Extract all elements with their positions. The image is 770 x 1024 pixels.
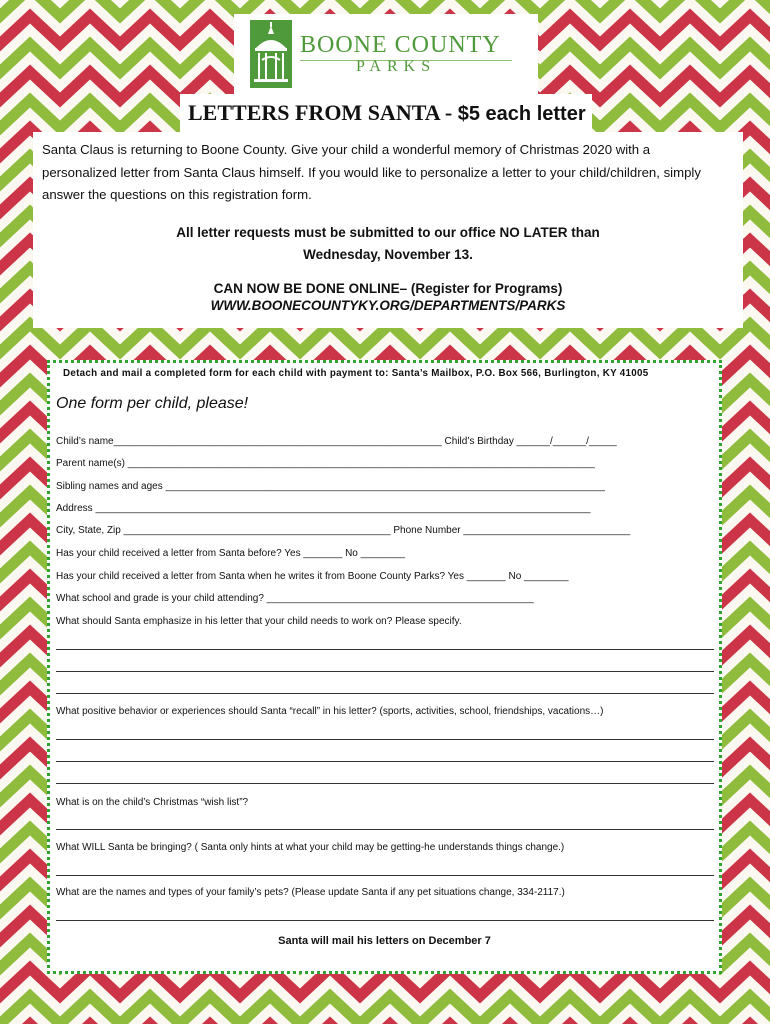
answer-line[interactable] — [56, 671, 714, 672]
answer-line[interactable] — [56, 829, 714, 830]
logo-name: BOONE COUNTY — [300, 32, 501, 58]
answer-line[interactable] — [56, 761, 714, 762]
registration-form — [47, 360, 722, 974]
bringing-question: What WILL Santa be bringing? ( Santa only hints at what your child may be getting-he understands things change.) — [56, 842, 565, 853]
deadline-notice — [33, 222, 743, 266]
intro-paragraph: Santa Claus is returning to Boone County. Give your child a wonderful memory of Christmas 2020 with a personalized letter from Santa Claus himself. If you would like to personalize a letter to your child/children, simply answer the questions on this registration form. — [42, 142, 701, 202]
mailing-instructions: Detach and mail a completed form for each child with payment to: Santa’s Mailbox, P.O. Box 566, Burlington, KY 41005 — [63, 368, 649, 379]
form-subtitle: One form per child, please! — [56, 395, 249, 412]
online-notice — [33, 280, 743, 314]
wish-list-question: What is on the child’s Christmas “wish list”? — [56, 797, 249, 808]
closing-note: Santa will mail his letters on December 7 — [278, 935, 491, 947]
address-field[interactable]: Address _________________________________________________________________________________________ — [56, 503, 591, 514]
page-title — [188, 100, 586, 126]
chevron-stripe — [0, 996, 770, 1024]
prior-letter-question[interactable]: Has your child received a letter from Santa before? Yes _______ No ________ — [56, 548, 406, 559]
answer-line[interactable] — [56, 920, 714, 921]
pets-question: What are the names and types of your family’s pets? (Please update Santa if any pet situations change, 334-2117.) — [56, 887, 565, 898]
answer-line[interactable] — [56, 875, 714, 876]
title-price: $5 each letter — [457, 103, 586, 125]
logo-parks: PARKS — [356, 58, 437, 75]
chevron-stripe — [0, 324, 770, 352]
title-text: LETTERS FROM SANTA - — [188, 100, 458, 125]
recall-question: What positive behavior or experiences should Santa “recall” in his letter? (sports, activities, school, friendships, vacations…) — [56, 706, 604, 717]
logo — [234, 14, 538, 94]
work-on-question: What should Santa emphasize in his letter that your child needs to work on? Please specify. — [56, 616, 462, 627]
parent-name-field[interactable]: Parent name(s) ____________________________________________________________________________________ — [56, 458, 595, 469]
gazebo-icon — [250, 20, 292, 88]
intro-section — [33, 132, 743, 328]
boone-county-letter-question[interactable]: Has your child received a letter from Santa when he writes it from Boone County Parks? Yes _______ No ________ — [56, 571, 569, 582]
website-url[interactable]: WWW.BOONECOUNTYKY.ORG/DEPARTMENTS/PARKS — [210, 298, 566, 313]
answer-line[interactable] — [56, 783, 714, 784]
answer-line[interactable] — [56, 693, 714, 694]
answer-line[interactable] — [56, 739, 714, 740]
child-name-field[interactable]: Child’s name___________________________________________________________ Child’s Birthday ______/______/_____ — [56, 436, 617, 447]
title-banner — [180, 94, 592, 132]
school-grade-field[interactable]: What school and grade is your child attending? ________________________________________________ — [56, 593, 534, 604]
deadline-line-1: All letter requests must be submitted to our office NO LATER than — [176, 225, 600, 240]
answer-line[interactable] — [56, 649, 714, 650]
sibling-names-field[interactable]: Sibling names and ages _______________________________________________________________________________ — [56, 481, 605, 492]
city-phone-field[interactable]: City, State, Zip ________________________________________________ Phone Number ______________________________ — [56, 525, 631, 536]
online-line: CAN NOW BE DONE ONLINE– (Register for Programs) — [213, 281, 563, 296]
deadline-line-2: Wednesday, November 13. — [303, 247, 473, 262]
